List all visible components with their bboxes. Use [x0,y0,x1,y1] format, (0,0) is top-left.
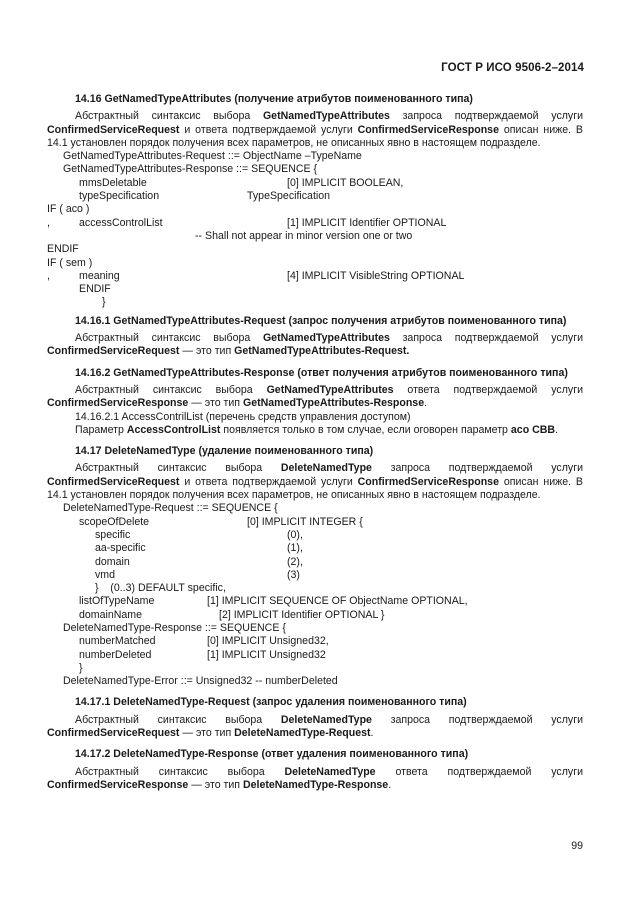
code-line: DeleteNamedType-Response ::= SEQUENCE { [63,621,286,634]
code-line: IF ( sem ) [47,256,93,269]
section-heading: 14.17.1 DeleteNamedType-Request (запрос удаления поименованного типа) [75,696,467,709]
page-number: 99 [571,840,583,852]
code-line: domain (2), [95,555,303,568]
paragraph: Абстрактный синтаксис выбора DeleteNamedType запроса подтверждаемой услуги ConfirmedServiceRequest — это тип DeleteNamedType-Request. [47,713,583,740]
paragraph: Абстрактный синтаксис выбора DeleteNamedType ответа подтверждаемой услуги ConfirmedServiceResponse — это тип DeleteNamedType-Response. [47,765,583,791]
section-heading: 14.17.2 DeleteNamedType-Response (ответ удаления поименованного типа) [75,748,469,761]
paragraph: Абстрактный синтаксис выбора GetNamedTypeAttributes ответа подтверждаемой услуги ConfirmedServiceResponse — это тип GetNamedTypeAttributes-Response. [47,383,583,410]
code-line: DeleteNamedType-Request ::= SEQUENCE { [63,502,278,515]
code-line: listOfTypeName [1] IMPLICIT SEQUENCE OF ObjectName OPTIONAL, [79,595,468,608]
code-line: ENDIF [47,243,79,256]
code-line: mmsDeletable [0] IMPLICIT BOOLEAN, [79,176,404,189]
code-line: vmd (3) [95,568,300,581]
code-line: numberMatched [0] IMPLICIT Unsigned32, [79,635,329,648]
code-line: } [102,296,106,309]
section-heading: 14.16.2 GetNamedTypeAttributes-Response (ответ получения атрибутов поименованного типа) [75,366,568,379]
code-line: DeleteNamedType-Error ::= Unsigned32 -- numberDeleted [63,675,338,688]
page-content [47,90,583,792]
code-line: } [79,661,83,674]
section-heading: 14.16.1 GetNamedTypeAttributes-Request (запрос получения атрибутов поименованного типа) [75,314,567,327]
code-line: , accessControlList [1] IMPLICIT Identifier OPTIONAL [47,216,447,229]
code-line: specific (0), [95,528,303,541]
code-line: aa-specific (1), [95,542,303,555]
paragraph: Параметр AccessControlList появляется только в том случае, если оговорен параметр aco CBB. [75,423,559,436]
code-comment: -- Shall not appear in minor version one or two [195,229,413,242]
code-line: domainName [2] IMPLICIT Identifier OPTIONAL } [79,608,385,621]
section-heading: 14.16 GetNamedTypeAttributes (получение атрибутов поименованного типа) [75,93,473,105]
code-line: typeSpecification TypeSpecification [79,190,331,203]
code-line: scopeOfDelete [0] IMPLICIT INTEGER { [79,515,363,528]
code-line: } (0..3) DEFAULT specific, [95,582,226,595]
code-line: GetNamedTypeAttributes-Request ::= ObjectName –TypeName [63,150,362,163]
paragraph: Абстрактный синтаксис выбора DeleteNamedType запроса подтверждаемой услуги ConfirmedServiceRequest и ответа подтверждаемой услуги ConfirmedServiceResponse описан ниже. В 14.1 установлен порядок получения всех параметров, не описанных явно в настоящем подразделе. [47,462,583,502]
code-line: , meaning [4] IMPLICIT VisibleString OPTIONAL [47,269,465,282]
code-line: numberDeleted [1] IMPLICIT Unsigned32 [79,648,326,661]
code-block [47,502,583,688]
paragraph: Абстрактный синтаксис выбора GetNamedTypeAttributes запроса подтверждаемой услуги ConfirmedServiceRequest — это тип GetNamedTypeAttributes-Request. [47,332,583,358]
paragraph: Абстрактный синтаксис выбора GetNamedTypeAttributes запроса подтверждаемой услуги ConfirmedServiceRequest и ответа подтверждаемой услуги ConfirmedServiceResponse описан ниже. В 14.1 установлен порядок получения всех параметров, не описанных явно в настоящем подразделе. [47,110,583,149]
code-line: GetNamedTypeAttributes-Response ::= SEQUENCE { [63,163,318,176]
code-block [47,150,583,310]
document-id: ГОСТ Р ИСО 9506-2–2014 [441,62,584,74]
code-line: IF ( aco ) [47,203,90,216]
section-heading: 14.17 DeleteNamedType (удаление поименованного типа) [75,445,374,458]
code-line: ENDIF [79,283,111,296]
subsection-heading: 14.16.2.1 AccessContrilList (перечень средств управления доступом) [75,410,411,423]
